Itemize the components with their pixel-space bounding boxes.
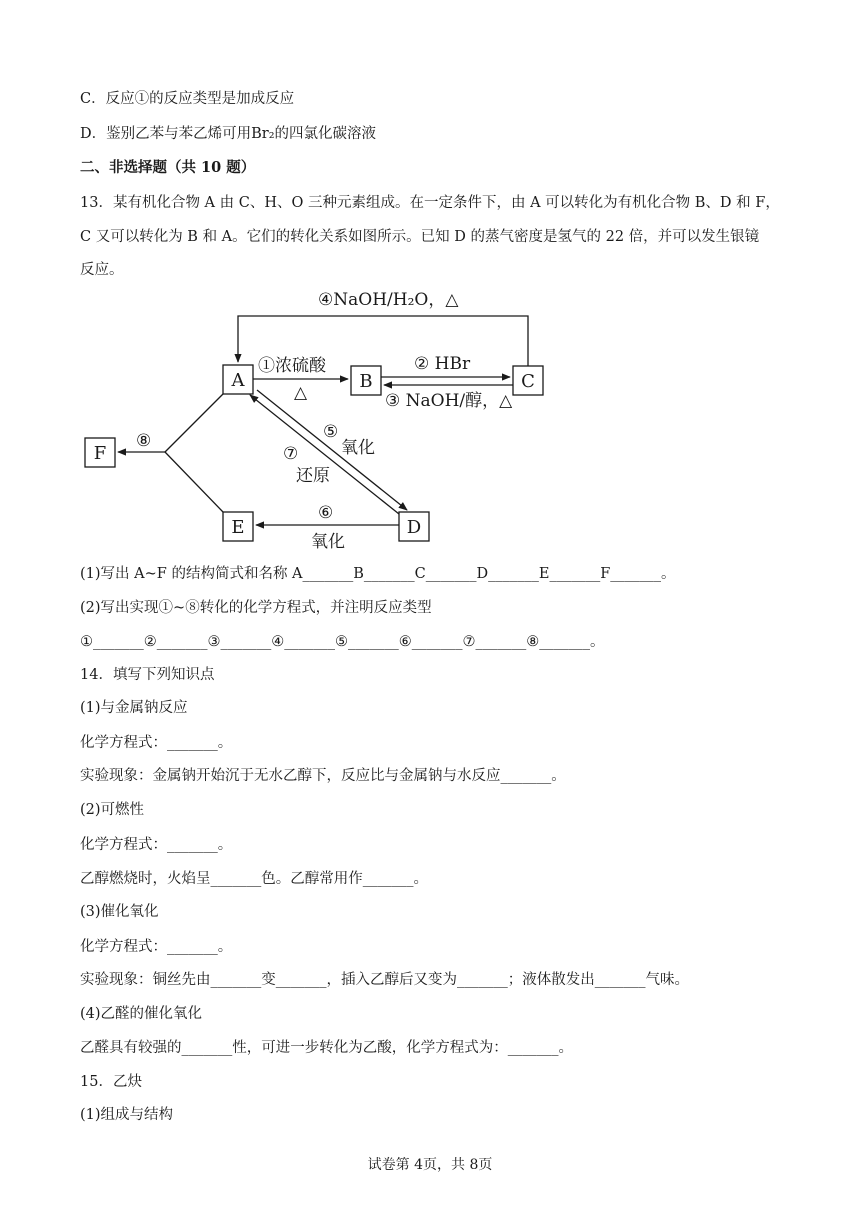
label-r1: ①浓硫酸 bbox=[258, 356, 326, 376]
q14-1-eq: 化学方程式：_______。 bbox=[80, 735, 233, 751]
q14-1: (1)与金属钠反应 bbox=[80, 700, 188, 716]
label-r7-text: 还原 bbox=[296, 466, 330, 486]
node-e: E bbox=[231, 517, 245, 538]
arrow-7 bbox=[250, 395, 399, 514]
q13-part2-blanks: ①_______②_______③_______④_______⑤_______⑥_______⑦_______⑧_______。 bbox=[80, 634, 605, 650]
q15-1: (1)组成与结构 bbox=[80, 1107, 174, 1123]
q14-3-eq: 化学方程式：_______。 bbox=[80, 939, 233, 955]
arrow-5 bbox=[257, 390, 407, 510]
q14-title: 14．填写下列知识点 bbox=[80, 667, 215, 683]
node-a-box bbox=[223, 365, 253, 394]
q14-2: (2)可燃性 bbox=[80, 802, 145, 818]
q14-2-obs: 乙醇燃烧时，火焰呈_______色。乙醇常用作_______。 bbox=[80, 871, 428, 887]
node-a: A bbox=[231, 370, 245, 391]
option-c: C．反应①的反应类型是加成反应 bbox=[80, 91, 295, 107]
q13-text-1: 13．某有机化合物 A 由 C、H、O 三种元素组成。在一定条件下，由 A 可以转化为有机化合物 B、D 和 F， bbox=[80, 195, 780, 211]
q14-3: (3)催化氧化 bbox=[80, 904, 159, 920]
label-r1-heat: △ bbox=[294, 383, 308, 403]
fork-from-a bbox=[165, 394, 223, 452]
q13-text-3: 反应。 bbox=[80, 262, 124, 278]
q13-part2: (2)写出实现①~⑧转化的化学方程式，并注明反应类型 bbox=[80, 600, 432, 616]
label-r6-num: ⑥ bbox=[318, 503, 334, 523]
option-d: D．鉴别乙苯与苯乙烯可用Br₂的四氯化碳溶液 bbox=[80, 126, 377, 142]
node-c-box bbox=[513, 366, 543, 395]
label-r5-text: 氧化 bbox=[341, 438, 375, 458]
node-f: F bbox=[93, 443, 107, 464]
node-c: C bbox=[521, 371, 535, 392]
label-r3: ③ NaOH/醇，△ bbox=[385, 391, 513, 411]
q13-part1: (1)写出 A~F 的结构简式和名称 A_______B_______C_______D_______E_______F_______。 bbox=[80, 566, 676, 582]
label-r4: ④NaOH/H₂O，△ bbox=[318, 290, 459, 310]
q14-1-obs: 实验现象：金属钠开始沉于无水乙醇下，反应比与金属钠与水反应_______。 bbox=[80, 768, 566, 784]
node-d-box bbox=[399, 512, 429, 541]
q14-4: (4)乙醛的催化氧化 bbox=[80, 1006, 203, 1022]
q14-3-obs: 实验现象：铜丝先由_______变_______，插入乙醇后又变为_______；液体散发出_______气味。 bbox=[80, 972, 689, 988]
q14-4-text: 乙醛具有较强的_______性，可进一步转化为乙酸，化学方程式为：_______。 bbox=[80, 1040, 573, 1056]
label-r8: ⑧ bbox=[136, 431, 152, 451]
label-r5-num: ⑤ bbox=[323, 422, 339, 442]
node-b: B bbox=[359, 371, 373, 392]
q15-title: 15．乙炔 bbox=[80, 1074, 142, 1090]
label-r7-num: ⑦ bbox=[283, 444, 299, 464]
q13-text-2: C 又可以转化为 B 和 A。它们的转化关系如图所示。已知 D 的蒸气密度是氢气的 22 倍，并可以发生银镜 bbox=[80, 229, 760, 245]
node-b-box bbox=[351, 366, 381, 395]
node-d: D bbox=[406, 517, 422, 538]
node-e-box bbox=[223, 512, 253, 541]
label-r6-text: 氧化 bbox=[311, 532, 345, 552]
section-heading: 二、非选择题（共 10 题） bbox=[80, 159, 256, 176]
arrow-4 bbox=[238, 316, 528, 366]
page-footer: 试卷第 4页，共 8页 bbox=[367, 1157, 493, 1173]
node-f-box bbox=[85, 438, 115, 467]
fork-from-e bbox=[165, 452, 223, 512]
q14-2-eq: 化学方程式：_______。 bbox=[80, 837, 233, 853]
label-r2: ② HBr bbox=[414, 354, 471, 374]
